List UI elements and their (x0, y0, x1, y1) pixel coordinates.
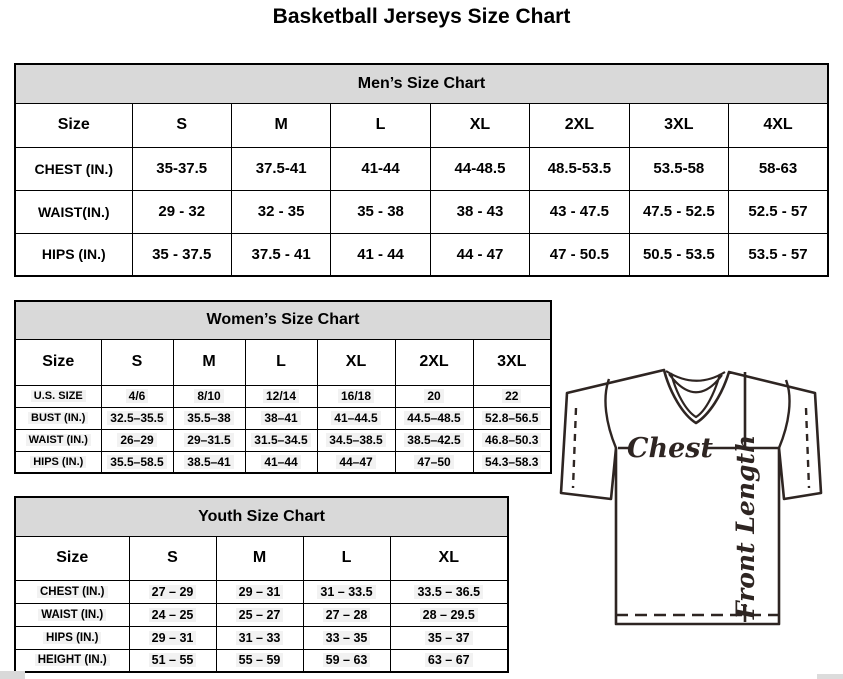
youth-cell: 28 – 29.5 (390, 603, 508, 626)
youth-cell: 51 – 55 (129, 649, 216, 672)
womens-cell: 34.5–38.5 (317, 429, 395, 451)
mens-row-label: WAIST(IN.) (15, 190, 132, 233)
womens-col-3xl: 3XL (473, 339, 551, 385)
mens-section-title: Men’s Size Chart (15, 64, 828, 103)
mens-size-chart (14, 63, 829, 277)
womens-cell: 38.5–42.5 (395, 429, 473, 451)
womens-col-s: S (101, 339, 173, 385)
mens-cell: 52.5 - 57 (729, 190, 828, 233)
mens-cell: 47 - 50.5 (530, 233, 629, 276)
womens-col-xl: XL (317, 339, 395, 385)
womens-cell: 41–44 (245, 451, 317, 473)
youth-cell: 31 – 33.5 (303, 580, 390, 603)
youth-row-label: CHEST (IN.) (15, 580, 129, 603)
mens-cell: 47.5 - 52.5 (629, 190, 728, 233)
womens-cell: 38–41 (245, 407, 317, 429)
mens-cell: 53.5 - 57 (729, 233, 828, 276)
front-length-label: Front Length (731, 434, 760, 620)
mens-cell: 37.5-41 (231, 147, 330, 190)
womens-cell: 54.3–58.3 (473, 451, 551, 473)
womens-cell: 44.5–48.5 (395, 407, 473, 429)
mens-cell: 32 - 35 (231, 190, 330, 233)
womens-cell: 4/6 (101, 385, 173, 407)
mens-cell: 44-48.5 (430, 147, 529, 190)
mens-cell: 35 - 37.5 (132, 233, 231, 276)
womens-table (14, 300, 552, 474)
womens-cell: 41–44.5 (317, 407, 395, 429)
youth-cell: 35 – 37 (390, 626, 508, 649)
womens-row-label: WAIST (IN.) (15, 429, 101, 451)
mens-cell: 29 - 32 (132, 190, 231, 233)
youth-cell: 25 – 27 (216, 603, 303, 626)
mens-cell: 41-44 (331, 147, 430, 190)
mens-cell: 38 - 43 (430, 190, 529, 233)
page-title: Basketball Jerseys Size Chart (272, 5, 571, 28)
youth-col-s: S (129, 536, 216, 580)
mens-row-label: HIPS (IN.) (15, 233, 132, 276)
womens-cell: 44–47 (317, 451, 395, 473)
youth-col-xl: XL (390, 536, 508, 580)
youth-col-size: Size (15, 536, 129, 580)
mens-col-l: L (331, 103, 430, 147)
womens-cell: 52.8–56.5 (473, 407, 551, 429)
mens-table (14, 63, 829, 277)
womens-col-m: M (173, 339, 245, 385)
womens-section-title: Women’s Size Chart (15, 301, 551, 339)
womens-cell: 38.5–41 (173, 451, 245, 473)
youth-row-label: WAIST (IN.) (15, 603, 129, 626)
mens-col-size: Size (15, 103, 132, 147)
youth-cell: 31 – 33 (216, 626, 303, 649)
youth-cell: 55 – 59 (216, 649, 303, 672)
mens-cell: 35 - 38 (331, 190, 430, 233)
womens-cell: 32.5–35.5 (101, 407, 173, 429)
jersey-diagram-svg (559, 362, 823, 630)
mens-col-s: S (132, 103, 231, 147)
mens-col-3xl: 3XL (629, 103, 728, 147)
mens-cell: 53.5-58 (629, 147, 728, 190)
mens-col-2xl: 2XL (530, 103, 629, 147)
mens-col-m: M (231, 103, 330, 147)
womens-cell: 8/10 (173, 385, 245, 407)
youth-col-m: M (216, 536, 303, 580)
jersey-measurement-diagram (559, 362, 823, 630)
youth-row-label: HEIGHT (IN.) (15, 649, 129, 672)
youth-cell: 24 – 25 (129, 603, 216, 626)
womens-row-label: HIPS (IN.) (15, 451, 101, 473)
youth-cell: 27 – 28 (303, 603, 390, 626)
youth-cell: 29 – 31 (216, 580, 303, 603)
mens-cell: 43 - 47.5 (530, 190, 629, 233)
youth-cell: 27 – 29 (129, 580, 216, 603)
youth-size-chart (14, 496, 509, 673)
youth-cell: 59 – 63 (303, 649, 390, 672)
womens-col-l: L (245, 339, 317, 385)
chest-label: Chest (627, 433, 713, 464)
youth-col-l: L (303, 536, 390, 580)
mens-cell: 48.5-53.5 (530, 147, 629, 190)
mens-cell: 44 - 47 (430, 233, 529, 276)
youth-table (14, 496, 509, 673)
mens-cell: 35-37.5 (132, 147, 231, 190)
womens-cell: 16/18 (317, 385, 395, 407)
jersey-outline (561, 370, 821, 624)
womens-col-size: Size (15, 339, 101, 385)
womens-row-label: BUST (IN.) (15, 407, 101, 429)
womens-cell: 47–50 (395, 451, 473, 473)
mens-col-xl: XL (430, 103, 529, 147)
youth-cell: 29 – 31 (129, 626, 216, 649)
womens-size-chart (14, 300, 552, 474)
womens-cell: 26–29 (101, 429, 173, 451)
mens-cell: 50.5 - 53.5 (629, 233, 728, 276)
womens-cell: 46.8–50.3 (473, 429, 551, 451)
womens-cell: 29–31.5 (173, 429, 245, 451)
bottom-right-handle (817, 674, 843, 679)
mens-cell: 37.5 - 41 (231, 233, 330, 276)
mens-row-label: CHEST (IN.) (15, 147, 132, 190)
womens-cell: 31.5–34.5 (245, 429, 317, 451)
youth-section-title: Youth Size Chart (15, 497, 508, 536)
womens-cell: 35.5–38 (173, 407, 245, 429)
mens-col-4xl: 4XL (729, 103, 828, 147)
youth-cell: 33.5 – 36.5 (390, 580, 508, 603)
womens-cell: 12/14 (245, 385, 317, 407)
mens-cell: 58-63 (729, 147, 828, 190)
womens-cell: 22 (473, 385, 551, 407)
youth-cell: 63 – 67 (390, 649, 508, 672)
womens-cell: 20 (395, 385, 473, 407)
youth-row-label: HIPS (IN.) (15, 626, 129, 649)
youth-cell: 33 – 35 (303, 626, 390, 649)
bottom-left-handle (0, 671, 25, 679)
womens-row-label: U.S. SIZE (15, 385, 101, 407)
mens-cell: 41 - 44 (331, 233, 430, 276)
womens-cell: 35.5–58.5 (101, 451, 173, 473)
womens-col-2xl: 2XL (395, 339, 473, 385)
